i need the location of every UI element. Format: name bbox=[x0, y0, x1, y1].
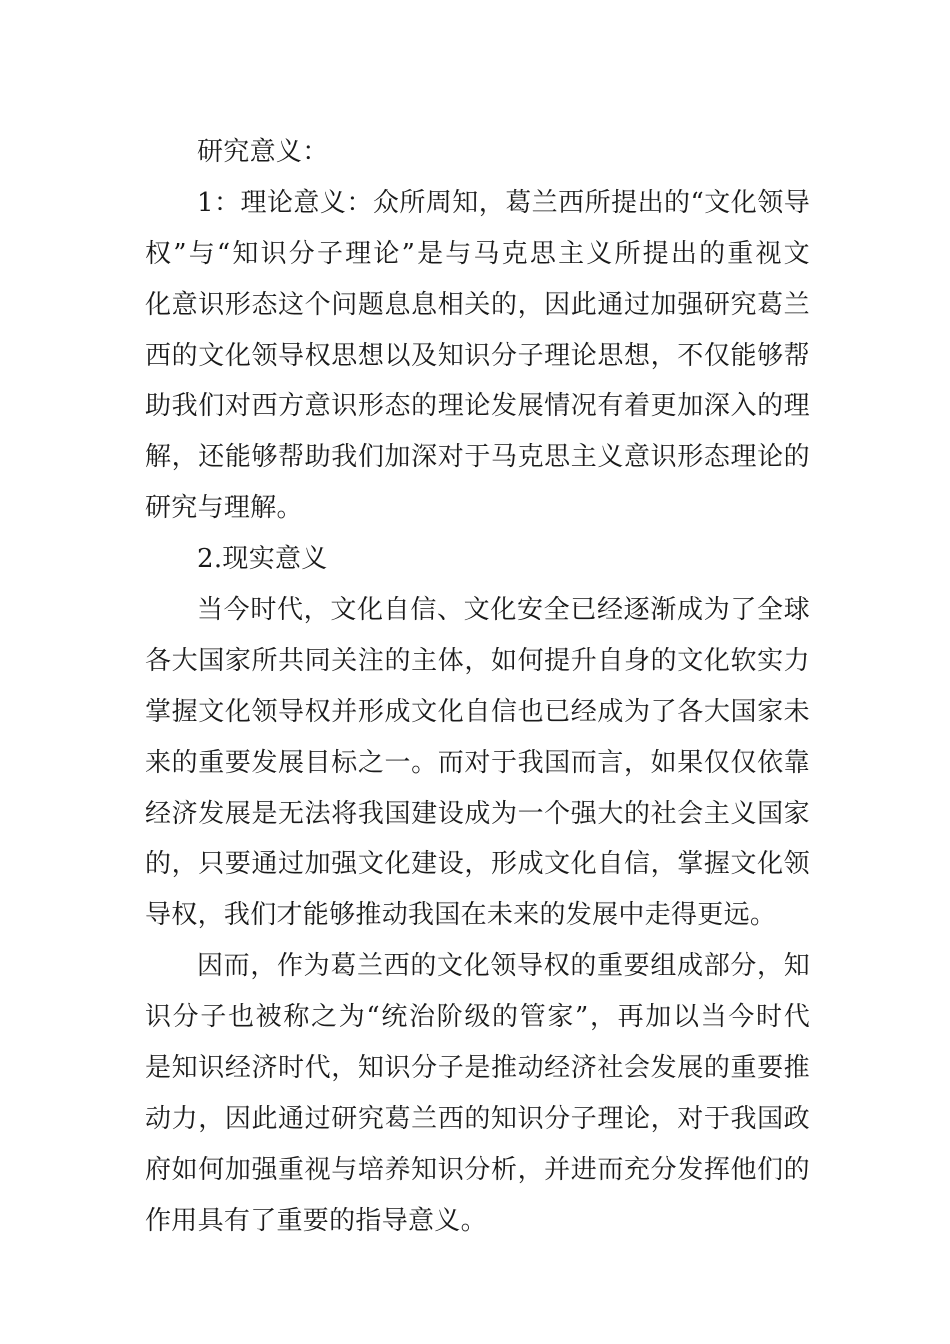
paragraph-line: 解，还能够帮助我们加深对于马克思主义意识形态理论的 bbox=[145, 442, 810, 473]
paragraph-line: 经济发展是无法将我国建设成为一个强大的社会主义国家 bbox=[145, 798, 810, 829]
section-heading: 研究意义： bbox=[197, 137, 329, 167]
theory-significance-paragraph bbox=[145, 178, 810, 534]
paragraph-line: 因而，作为葛兰西的文化领导权的重要组成部分，知 bbox=[197, 951, 810, 982]
paragraph-line: 掌握文化领导权并形成文化自信也已经成为了各大国家未 bbox=[145, 696, 810, 727]
paragraph-line: 动力，因此通过研究葛兰西的知识分子理论，对于我国政 bbox=[145, 1103, 810, 1134]
paragraph-line: 助我们对西方意识形态的理论发展情况有着更加深入的理 bbox=[145, 391, 810, 422]
paragraph-line: 当今时代，文化自信、文化安全已经逐渐成为了全球 bbox=[197, 595, 810, 626]
document-body bbox=[145, 127, 810, 1247]
paragraph-line: 识分子也被称之为“统治阶级的管家”，再加以当今时代 bbox=[145, 1002, 810, 1033]
intellectuals-paragraph bbox=[145, 941, 810, 1246]
paragraph-line: 府如何加强重视与培养知识分析，并进而充分发挥他们的 bbox=[145, 1154, 810, 1185]
paragraph-line: 的，只要通过加强文化建设，形成文化自信，掌握文化领 bbox=[145, 849, 810, 880]
paragraph-line: 来的重要发展目标之一。而对于我国而言，如果仅仅依靠 bbox=[145, 747, 810, 778]
practical-significance-paragraph bbox=[145, 585, 810, 941]
paragraph-line: 各大国家所共同关注的主体，如何提升自身的文化软实力 bbox=[145, 645, 810, 676]
paragraph-line: 权”与“知识分子理论”是与马克思主义所提出的重视文 bbox=[145, 238, 810, 269]
paragraph-line: 研究与理解。 bbox=[145, 493, 303, 524]
paragraph-line: 化意识形态这个问题息息相关的，因此通过加强研究葛兰 bbox=[145, 289, 810, 320]
paragraph-line: 是知识经济时代，知识分子是推动经济社会发展的重要推 bbox=[145, 1053, 810, 1084]
paragraph-line: 导权，我们才能够推动我国在未来的发展中走得更远。 bbox=[145, 900, 777, 931]
paragraph-line: 西的文化领导权思想以及知识分子理论思想，不仅能够帮 bbox=[145, 340, 810, 371]
paragraph-line: 1：理论意义：众所周知，葛兰西所提出的“文化领导 bbox=[197, 187, 810, 218]
paragraph-line: 作用具有了重要的指导意义。 bbox=[145, 1205, 487, 1236]
subsection-title: 2.现实意义 bbox=[197, 544, 328, 575]
